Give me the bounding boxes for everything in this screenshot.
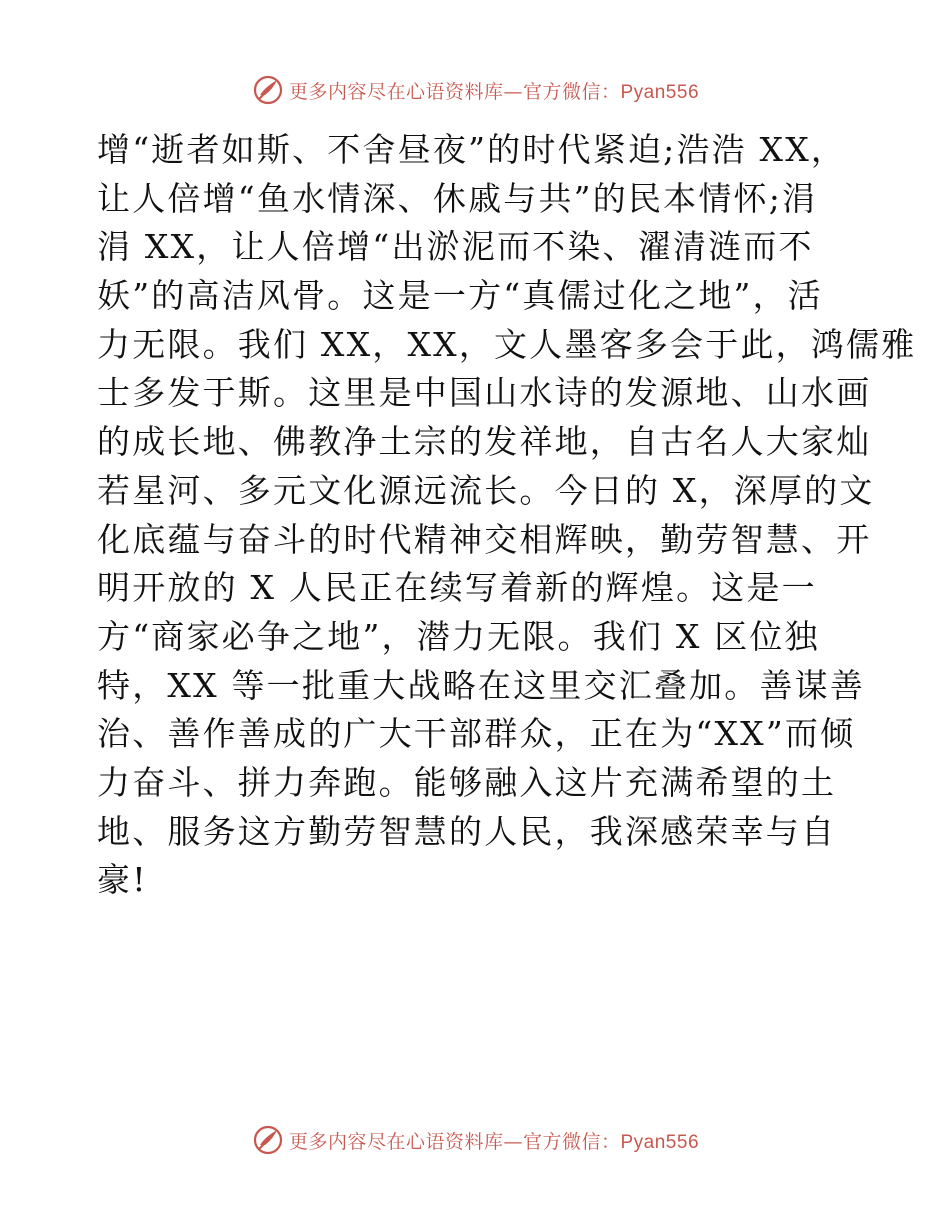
body-line: 士多发于斯。这里是中国山水诗的发源地、山水画 bbox=[97, 373, 872, 413]
body-line: 地、服务这方勤劳智慧的人民，我深感荣幸与自 bbox=[97, 811, 837, 851]
body-line: 妖”的高洁风骨。这是一方“真儒过化之地”，活 bbox=[97, 276, 824, 316]
footer-banner bbox=[0, 1120, 950, 1160]
body-line: 化底蕴与奋斗的时代精神交相辉映，勤劳智慧、开 bbox=[97, 519, 872, 559]
body-line: 若星河、多元文化源远流长。今日的 X，深厚的文 bbox=[97, 470, 875, 510]
body-line: 的成长地、佛教净土宗的发祥地，自古名人大家灿 bbox=[97, 422, 872, 462]
body-line: 增“逝者如斯、不舍昼夜”的时代紧迫;浩浩 XX， bbox=[97, 130, 847, 169]
body-line: 涓 XX，让人倍增“出淤泥而不染、濯清涟而不 bbox=[97, 227, 814, 267]
header-banner-label: 更多内容尽在心语资料库—官方微信： bbox=[288, 80, 621, 103]
body-line: 特，XX 等一批重大战略在这里交汇叠加。善谋善 bbox=[97, 665, 866, 705]
body-line: 方“商家必争之地”，潜力无限。我们 X 区位独 bbox=[97, 616, 820, 656]
header-banner bbox=[0, 70, 950, 110]
quill-pen-logo-icon bbox=[251, 1123, 285, 1157]
body-line: 力奋斗、拼力奔跑。能够融入这片充满希望的土 bbox=[97, 762, 837, 802]
quill-pen-logo-icon bbox=[251, 73, 285, 107]
header-banner-text bbox=[289, 77, 699, 104]
footer-banner-label: 更多内容尽在心语资料库—官方微信： bbox=[288, 1130, 621, 1153]
footer-banner-text bbox=[289, 1127, 699, 1154]
document-body bbox=[97, 126, 917, 905]
header-banner-handle: Pyan556 bbox=[620, 81, 700, 103]
body-line: 明开放的 X 人民正在续写着新的辉煌。这是一 bbox=[97, 568, 817, 608]
body-line: 力无限。我们 XX，XX，文人墨客多会于此，鸿儒雅 bbox=[97, 324, 917, 364]
body-line: 治、善作善成的广大干部群众，正在为“XX”而倾 bbox=[97, 714, 856, 754]
body-line: 让人倍增“鱼水情深、休戚与共”的民本情怀;涓 bbox=[97, 178, 818, 218]
body-line: 豪! bbox=[97, 860, 148, 900]
footer-banner-handle: Pyan556 bbox=[620, 1131, 700, 1153]
